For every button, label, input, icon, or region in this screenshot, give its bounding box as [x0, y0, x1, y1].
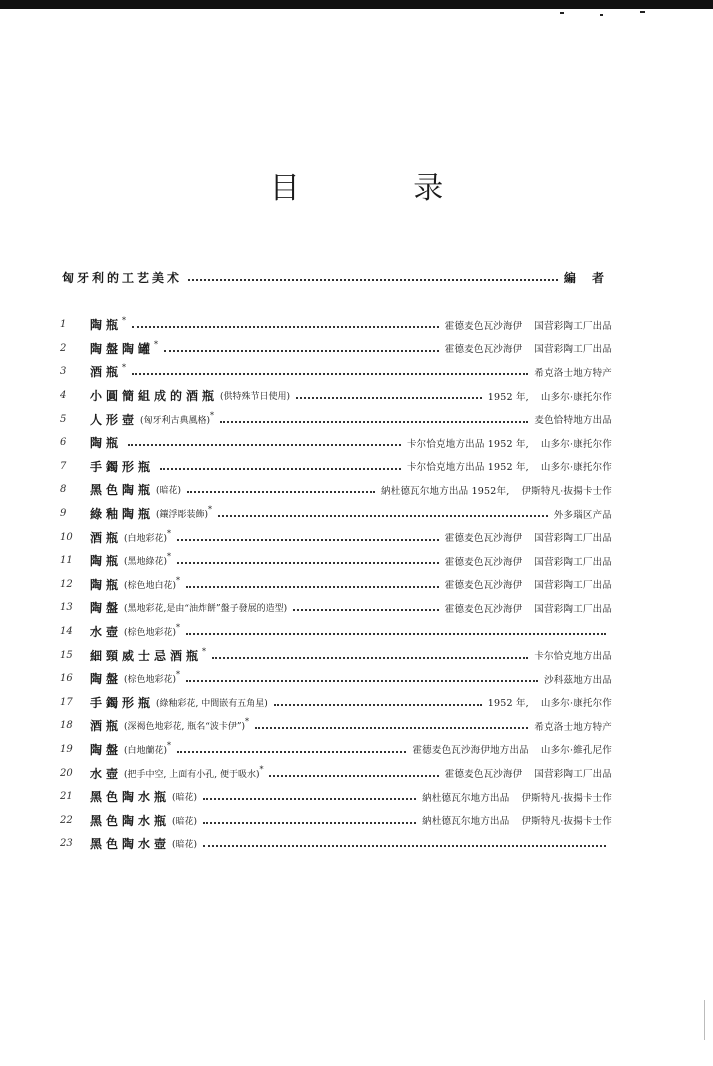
entry-source-origin: 卡尔恰克地方出品 1952 年,	[406, 438, 529, 450]
entry-source-maker: 山多尔·康托尔作	[540, 462, 612, 474]
entry-number: 23	[60, 838, 73, 850]
entry-number: 14	[60, 626, 73, 638]
entry-note: (把手中空, 上面有小孔, 便于吸水)	[124, 769, 260, 780]
entry-source	[488, 389, 612, 403]
entry-note: (供特殊节日使用)	[220, 392, 291, 403]
toc-entry[interactable]	[60, 761, 612, 785]
dot-leader	[274, 703, 482, 706]
toc-entry[interactable]	[60, 738, 612, 762]
entry-note: (深褐色地彩花, 瓶名“波卡伊”)	[124, 722, 245, 733]
color-plate-asterisk: *	[208, 505, 213, 515]
dot-leader	[203, 797, 416, 800]
dot-leader	[203, 821, 416, 824]
toc-entry[interactable]	[60, 808, 612, 832]
entry-source	[534, 648, 612, 662]
entry-title: 陶盤	[90, 601, 123, 616]
entry-source-origin: 納杜德瓦尔地方出品	[422, 816, 510, 828]
entry-source-maker: 国营彩陶工厂出品	[534, 344, 612, 356]
entry-title: 酒瓶	[90, 530, 123, 545]
entry-source-origin: 1952 年,	[487, 698, 529, 710]
color-plate-asterisk: *	[154, 339, 159, 349]
entry-note: (暗花)	[172, 793, 198, 804]
entry-title: 綠釉陶瓶	[90, 507, 155, 522]
dot-leader	[164, 349, 439, 352]
toc-entry[interactable]	[60, 478, 612, 502]
entry-note: (白地彩花)	[124, 533, 168, 544]
entry-source-origin: 霍德麦色瓦沙海伊	[444, 769, 523, 781]
entry-source-origin: 霍德麦色瓦沙海伊	[444, 344, 523, 356]
entry-source-origin: 納杜德瓦尔地方出品 1952年,	[381, 485, 510, 497]
color-plate-asterisk: *	[176, 623, 181, 633]
entry-note: (鑲浮彫装飾)	[156, 510, 209, 521]
entry-source	[445, 766, 612, 780]
entry-number: 20	[60, 767, 73, 779]
intro-title: 匈牙利的工艺美术	[62, 270, 183, 285]
entry-source	[445, 554, 612, 568]
entry-note: (白地蘭花)	[124, 745, 168, 756]
entry-note: (棕色地彩花)	[124, 628, 177, 639]
dot-leader	[212, 656, 528, 659]
entry-note: (黑地彩花,是由“油炸餅”盤子發展的造型)	[124, 604, 288, 615]
dot-leader	[132, 325, 439, 328]
entry-source	[534, 719, 612, 733]
entry-title: 水壺	[90, 766, 123, 781]
top-border-rule	[0, 0, 713, 9]
entry-source	[554, 507, 612, 521]
entry-number: 13	[60, 602, 73, 614]
entry-source	[381, 483, 612, 497]
toc-entry[interactable]	[60, 596, 612, 620]
color-plate-asterisk: *	[210, 410, 215, 420]
color-plate-asterisk: *	[244, 717, 249, 727]
dot-leader	[255, 726, 528, 729]
entry-source-origin: 霍德麦色瓦沙海伊	[444, 580, 523, 592]
entry-source-maker: 外多瑙区产品	[553, 509, 612, 521]
entry-source-origin: 霍德麦色瓦沙海伊	[444, 320, 523, 332]
entry-title: 陶瓶	[90, 436, 123, 451]
toc-entry[interactable]	[60, 643, 612, 667]
toc-entry[interactable]	[60, 832, 612, 856]
entry-source	[445, 530, 612, 544]
entry-title: 陶盤	[90, 742, 123, 757]
entry-source-origin: 霍德麦色瓦沙海伊地方出品	[412, 745, 529, 757]
toc-entry[interactable]	[60, 785, 612, 809]
entry-number: 1	[60, 319, 67, 331]
entry-number: 10	[60, 531, 73, 543]
entry-source-maker: 希克洛士地方特产	[534, 721, 612, 733]
toc-entry[interactable]	[60, 360, 612, 384]
dot-leader	[188, 278, 558, 281]
entry-source	[412, 742, 612, 756]
entry-note: (暗花)	[156, 486, 182, 497]
dot-leader	[186, 679, 538, 682]
entry-source-maker: 沙科茲地方出品	[544, 674, 612, 686]
entry-title: 黑色陶水瓶	[90, 813, 171, 828]
entry-number: 4	[60, 390, 67, 402]
toc-entry[interactable]	[60, 455, 612, 479]
dot-leader	[186, 632, 606, 635]
toc-entry[interactable]	[60, 667, 612, 691]
entry-source	[422, 790, 612, 804]
entry-number: 16	[60, 673, 73, 685]
color-plate-asterisk: *	[167, 552, 172, 562]
entry-note: (暗花)	[172, 840, 198, 851]
entry-source	[407, 436, 612, 450]
entry-note: (匈牙利古典風格)	[140, 415, 211, 426]
entry-title: 小圓簡組成的酒瓶	[90, 389, 219, 404]
scan-speckle	[560, 12, 564, 14]
entry-source-maker: 国营彩陶工厂出品	[534, 320, 612, 332]
dot-leader	[177, 750, 406, 753]
entry-note: (棕色地白花)	[124, 580, 177, 591]
toc-entry[interactable]	[60, 313, 612, 337]
entry-number: 9	[60, 508, 67, 520]
entry-title: 人形壺	[90, 412, 139, 427]
entry-source-origin: 霍德麦色瓦沙海伊	[444, 533, 523, 545]
scan-speckle	[640, 11, 645, 13]
dot-leader	[293, 608, 439, 611]
dot-leader	[177, 538, 439, 541]
dot-leader	[177, 561, 439, 564]
dot-leader	[269, 774, 438, 777]
entry-source	[445, 577, 612, 591]
entry-title: 陶盤	[90, 672, 123, 687]
entry-source-maker: 麦色恰特地方出品	[534, 415, 612, 427]
entry-note: (黑地綠花)	[124, 557, 168, 568]
entry-source-origin: 1952 年,	[487, 391, 529, 403]
entry-source-maker: 山多尔·康托尔作	[540, 391, 612, 403]
entry-number: 5	[60, 413, 67, 425]
entry-source-maker: 希克洛士地方特产	[534, 367, 612, 379]
entry-number: 19	[60, 743, 73, 755]
toc-entry[interactable]	[60, 691, 612, 715]
dot-leader	[218, 514, 548, 517]
entry-source-maker: 伊斯特凡·抜揚卡士作	[521, 816, 612, 828]
color-plate-asterisk: *	[167, 740, 172, 750]
entry-number: 6	[60, 437, 67, 449]
entry-title: 手鐲形瓶	[90, 459, 155, 474]
color-plate-asterisk: *	[122, 363, 127, 373]
entry-number: 8	[60, 484, 67, 496]
entry-number: 17	[60, 696, 73, 708]
entry-title: 水壺	[90, 625, 123, 640]
toc-entry[interactable]	[60, 525, 612, 549]
entry-note: (綠釉彩花, 中間嵌有五角星)	[156, 698, 268, 709]
entry-number: 3	[60, 366, 67, 378]
color-plate-asterisk: *	[259, 764, 264, 774]
dot-leader	[160, 467, 401, 470]
scan-speckle	[600, 14, 603, 16]
toc-entry[interactable]	[60, 337, 612, 361]
entry-number: 12	[60, 578, 73, 590]
entry-title: 細頸威士忌酒瓶	[90, 648, 203, 663]
entry-source-maker: 国营彩陶工厂出品	[534, 533, 612, 545]
entry-source-maker: 国营彩陶工厂出品	[534, 603, 612, 615]
color-plate-asterisk: *	[176, 670, 181, 680]
scan-margin-mark	[704, 1000, 705, 1040]
toc-intro-row[interactable]	[62, 268, 610, 286]
page-title: 目 录	[269, 171, 496, 207]
entry-source	[422, 813, 612, 827]
toc-entry[interactable]	[60, 407, 612, 431]
entry-source-maker: 伊斯特凡·抜揚卡士作	[521, 792, 612, 804]
color-plate-asterisk: *	[122, 316, 127, 326]
entry-title: 黑色陶水瓶	[90, 790, 171, 805]
entry-source-origin: 卡尔恰克地方出品 1952 年,	[406, 462, 529, 474]
entry-source	[407, 459, 612, 473]
toc-entry[interactable]	[60, 384, 612, 408]
entry-source-maker: 山多尔·康托尔作	[540, 438, 612, 450]
entry-number: 15	[60, 649, 73, 661]
entry-number: 21	[60, 791, 73, 803]
entry-source-maker: 国营彩陶工厂出品	[534, 580, 612, 592]
dot-leader	[128, 443, 401, 446]
entry-title: 酒瓶	[90, 719, 123, 734]
entry-title: 黑色陶水壺	[90, 837, 171, 852]
entry-note: (棕色地彩花)	[124, 675, 177, 686]
entry-number: 18	[60, 720, 73, 732]
entry-note: (暗花)	[172, 816, 198, 827]
dot-leader	[186, 585, 439, 588]
entry-source-origin: 納杜德瓦尔地方出品	[422, 792, 510, 804]
color-plate-asterisk: *	[176, 575, 181, 585]
entry-title: 酒瓶	[90, 365, 123, 380]
entry-title: 手鐲形瓶	[90, 695, 155, 710]
toc-list	[60, 313, 612, 856]
entry-title: 陶盤陶罐	[90, 341, 155, 356]
entry-source-maker: 国营彩陶工厂出品	[534, 769, 612, 781]
entry-number: 22	[60, 814, 73, 826]
entry-source	[488, 695, 612, 709]
entry-source	[445, 341, 612, 355]
entry-title: 黑色陶瓶	[90, 483, 155, 498]
entry-title: 陶瓶	[90, 318, 123, 333]
dot-leader	[187, 490, 375, 493]
toc-entry[interactable]	[60, 714, 612, 738]
color-plate-asterisk: *	[167, 528, 172, 538]
dot-leader	[132, 372, 528, 375]
toc-entry[interactable]	[60, 502, 612, 526]
entry-source-maker: 伊斯特凡·抜揚卡士作	[521, 485, 612, 497]
entry-number: 11	[60, 555, 73, 567]
entry-number: 2	[60, 342, 67, 354]
entry-number: 7	[60, 460, 67, 472]
toc-entry[interactable]	[60, 549, 612, 573]
dot-leader	[203, 844, 606, 847]
entry-source-maker: 卡尔恰克地方出品	[534, 651, 612, 663]
entry-source	[534, 412, 612, 426]
entry-source-origin: 霍德麦色瓦沙海伊	[444, 556, 523, 568]
toc-entry[interactable]	[60, 573, 612, 597]
color-plate-asterisk: *	[202, 646, 207, 656]
toc-entry[interactable]	[60, 620, 612, 644]
dot-leader	[296, 396, 482, 399]
entry-title: 陶瓶	[90, 554, 123, 569]
entry-source-maker: 山多尔·維孔尼作	[540, 745, 612, 757]
entry-title: 陶瓶	[90, 577, 123, 592]
toc-entry[interactable]	[60, 431, 612, 455]
entry-source-maker: 山多尔·康托尔作	[540, 698, 612, 710]
entry-source	[445, 601, 612, 615]
dot-leader	[220, 420, 528, 423]
entry-source	[534, 365, 612, 379]
entry-source-origin: 霍德麦色瓦沙海伊	[444, 603, 523, 615]
entry-source	[544, 672, 612, 686]
intro-author: 編 者	[563, 270, 610, 285]
entry-source-maker: 国营彩陶工厂出品	[534, 556, 612, 568]
entry-source	[445, 318, 612, 332]
